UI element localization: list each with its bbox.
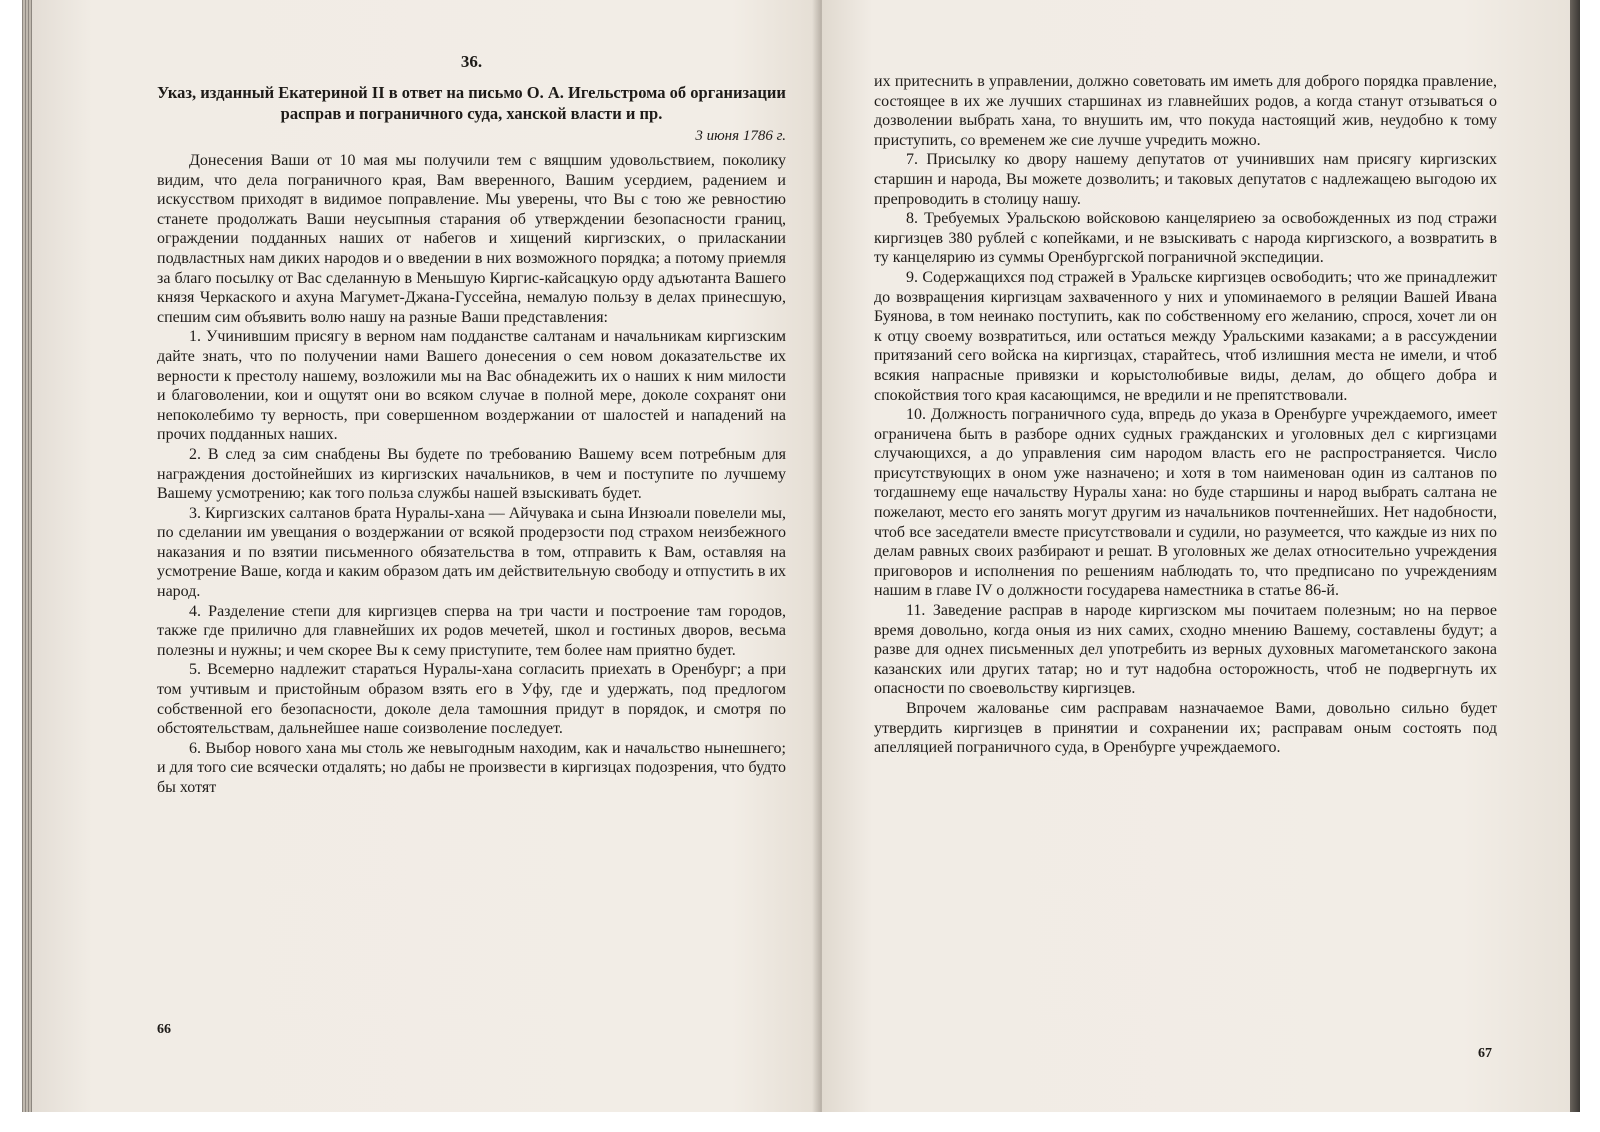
paragraph-closing: Впрочем жалованье сим расправам назначаемое Вами, довольно сильно будет утвердить киргизцев в принятии и сохранении их; расправам оным состоять под апелляцией пограничного суда, в Оренбурге учреждаемого.	[874, 700, 1497, 757]
paragraph-item-2: 2. В след за сим снабдены Вы будете по требованию Вашему всем потребным для награждения достойнейших из киргизских начальников, в чем и поступите по лучшему Вашему усмотрению; как того польза службы нашей взыскивать будет.	[157, 445, 786, 503]
paragraph-item-5: 5. Всемерно надлежит стараться Нуралы-хана согласить приехать в Оренбург; а при том учтивым и пристойным образом взять его в Уфу, где и удержать, под предлогом собственной его безопасности, доколе дела тамошния придут в порядок, и смотря по обстоятельствам, дальнейшее наше соизволение последует.	[157, 661, 786, 738]
paragraph-item-4: 4. Разделение степи для киргизцев сперва на три части и построение там городов, также где прилично для главнейших их родов мечетей, школ и гостиных дворов, весьма полезны и нужны; и чем скорее Вы к сему приступите, тем более нам приятно будет.	[157, 602, 786, 659]
paragraph-item-7: 7. Присылку ко двору нашему депутатов от учинивших нам присягу киргизских старшин и народа, Вы можете дозволить; и таковых депутатов с надлежащею выгодою их препроводить в столицу нашу.	[874, 151, 1497, 208]
page-number-right: 67	[1478, 1046, 1492, 1061]
page-number-left: 66	[157, 1022, 171, 1037]
paragraph-item-6: 6. Выбор нового хана мы столь же невыгодным находим, как и начальство нынешнего; и для того сие всячески отдалять; но дабы не произвести в киргизцах подозрения, что будто бы хотят	[157, 739, 786, 796]
paragraph-item-10: 10. Должность пограничного суда, впредь до указа в Оренбурге учреждаемого, имеет ограничена быть в разборе одних судных гражданских и уголовных дел с киргизцами случающихся, а до управления сим народом власть его не распространяется. Число присутствующих в оном уже назначено; и хотя в том наименован один из салтанов по тогдашнему еще начальству Нуралы хана: но буде старшины и народ выбрать салтана не пожелают, место его занять могут другим из начальников почтеннейших. Нет надобности, чтоб все заседатели вместе присутствовали и судили, но разумеется, что каждые из них по делам равных своих разбирают и решат. В уголовных же делах относительно учреждения приговоров и исполнения по решениям наблюдать то, что предписано по учреждениям нашим в главе IV о должности государева наместника в статье 86-й.	[874, 406, 1497, 600]
paragraph-item-9: 9. Содержащихся под стражей в Уральске киргизцев освободить; что же принадлежит до возвращения киргизцам захваченного у них и упоминаемого в реляции Вашей Ивана Буянова, в том неинако поступить, как по собственному его желанию, спрося, хочет ли он к отцу своему возвратиться, или остаться между Уральскими казаками; а в рассуждении притязаний сего войска на киргизцах, старайтесь, чтоб излишния места не имели, и чтоб всякия напрасные привязки и корыстолюбивые виды, делам, до общего добра и спокойствия того края касающимся, не вредили и не препятствовали.	[874, 268, 1497, 404]
open-book	[22, 0, 1580, 1112]
right-page	[822, 0, 1572, 1112]
paragraph-item-6-continued: их притеснить в управлении, должно советовать им иметь для доброго порядка правление, состоящее в их же лучших старшинах из главнейших родов, а когда станут отзываться о дозволении выбрать хана, то внушить им, что покуда настоящий жив, неудобно к тому приступить, со временем же сие лучше учредить можно.	[874, 73, 1497, 149]
page-edges-right	[1570, 0, 1580, 1112]
paragraph-item-11: 11. Заведение расправ в народе киргизском мы почитаем полезным; но на первое время довольно, когда оныя из них самих, сходно мнению Вашему, составлены будут; а разве для однех письменных дел употребить из верных духовных магометанского закона казанских или других татар; но и тут надобна осторожность, чтоб не подвергнуть их опасности по своевольству киргизцев.	[874, 602, 1497, 698]
left-page	[32, 0, 822, 1112]
document-title: Указ, изданный Екатериной II в ответ на письмо О. А. Игельстрома об организации расправ и пограничного суда, ханской власти и пр.	[157, 83, 786, 123]
paragraph-item-8: 8. Требуемых Уральскою войсковою канцеляриею за освобожденных из под стражи киргизцев 380 рублей с копейками, и не взыскивать с народа киргизского, а возвратить в ту канцелярию из суммы Оренбургской пограничной экспедиции.	[874, 210, 1497, 267]
document-date: 3 июня 1786 г.	[695, 128, 786, 144]
document-number: 36.	[460, 52, 483, 71]
paragraph-item-1: 1. Учинившим присягу в верном нам подданстве салтанам и начальникам киргизским дайте знать, что по получении нами Вашего донесения о сем новом доказательстве их верности к престолу нашему, возложили мы на Вас обнадежить их о наших к ним милости и благоволении, кои и ощутят они во всяком случае в полной мере, доколе сохранят они непоколебимо ту верность, при совершенном воздержании от шалостей и нападений на прочих подданных наших.	[157, 328, 786, 444]
paragraph-intro: Донесения Ваши от 10 мая мы получили тем с вящшим удовольствием, поколику видим, что дела пограничного края, Вам вверенного, Вашим усердием, радением и искусством приходят в видимое поправление. Мы уверены, что Вы с тою же ревностию станете продолжать Ваши неусыпныя старания об утверждении безопасности границ, ограждении подданных наших от набегов и хищений киргизских, о приласкании подвластных нам диких народов и о введении в них возможного порядка; а потому приемля за благо посылку от Вас сделанную в Меньшую Киргис-кайсацкую орду адъютанта Вашего князя Черкаского и ахуна Магумет-Джана-Гуссейна, немалую пользу в делах принесшую, спешим сим объявить волю нашу на разные Ваши представления:	[157, 152, 786, 326]
paragraph-item-3: 3. Киргизских салтанов брата Нуралы-хана — Айчувака и сына Инзюали повелели мы, по сделании им увещания о воздержании от всякой продерзости под страхом неизбежного наказания и по взятии письменного обязательства в том, отправить к Вам, оставляя на усмотрение Ваше, когда и каким образом дать им действительную свободу и отпустить в их народ.	[157, 504, 786, 601]
